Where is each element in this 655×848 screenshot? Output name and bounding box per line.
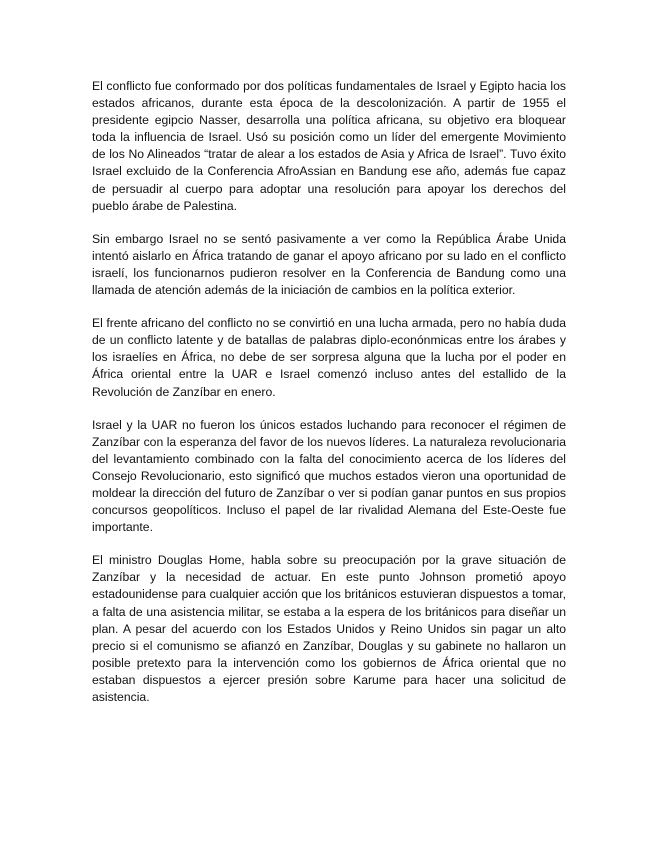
paragraph-5: El ministro Douglas Home, habla sobre su preocupación por la grave situación de Zanzíbar y la necesidad de actuar. En este punto Johnson prometió apoyo estadounidense para cualquier acción que los británicos estuvieran dispuestos a tomar, a falta de una asistencia militar, se estaba a la espera de los británicos para diseñar un plan. A pesar del acuerdo con los Estados Unidos y Reino Unidos sin pagar un alto precio si el comunismo se afianzó en Zanzíbar, Douglas y su gabinete no hallaron un posible pretexto para la intervención como los gobiernos de África oriental que no estaban dispuestos a ejercer presión sobre Karume para hacer una solicitud de asistencia. xyxy=(92,553,566,704)
document-body xyxy=(92,78,566,722)
paragraph-2: Sin embargo Israel no se sentó pasivamente a ver como la República Árabe Unida intentó aislarlo en África tratando de ganar el apoyo africano por su lado en el conflicto israelí, los funcionarnos pudieron resolver en la Conferencia de Bandung como una llamada de atención además de la iniciación de cambios en la política exterior. xyxy=(92,231,566,298)
paragraph-3: El frente africano del conflicto no se convirtió en una lucha armada, pero no había duda de un conflicto latente y de batallas de palabras diplo-econónmicas entre los árabes y los israelíes en África, no debe de ser sorpresa alguna que la lucha por el poder en África oriental entre la UAR e Israel comenzó incluso antes del estallido de la Revolución de Zanzíbar en enero. xyxy=(92,316,566,399)
paragraph-4: Israel y la UAR no fueron los únicos estados luchando para reconocer el régimen de Zanzíbar con la esperanza del favor de los nuevos líderes. La naturaleza revolucionaria del levantamiento combinado con la falta del conocimiento acerca de los líderes del Consejo Revolucionario, esto significó que muchos estados vieron una oportunidad de moldear la dirección del futuro de Zanzíbar o ver si podían ganar puntos en sus propios concursos geopolíticos. Incluso el papel de lar rivalidad Alemana del Este-Oeste fue importante. xyxy=(92,417,566,535)
paragraph-1: El conflicto fue conformado por dos políticas fundamentales de Israel y Egipto hacia los estados africanos, durante esta época de la descolonización. A partir de 1955 el presidente egipcio Nasser, desarrolla una política africana, su objetivo era bloquear toda la influencia de Israel. Usó su posición como un líder del emergente Movimiento de los No Alineados “tratar de alear a los estados de Asia y Africa de Israel”. Tuvo éxito Israel excluido de la Conferencia AfroAssian en Bandung ese año, además fue capaz de persuadir al cuerpo para adoptar una resolución para apoyar los derechos del pueblo árabe de Palestina. xyxy=(92,79,566,213)
